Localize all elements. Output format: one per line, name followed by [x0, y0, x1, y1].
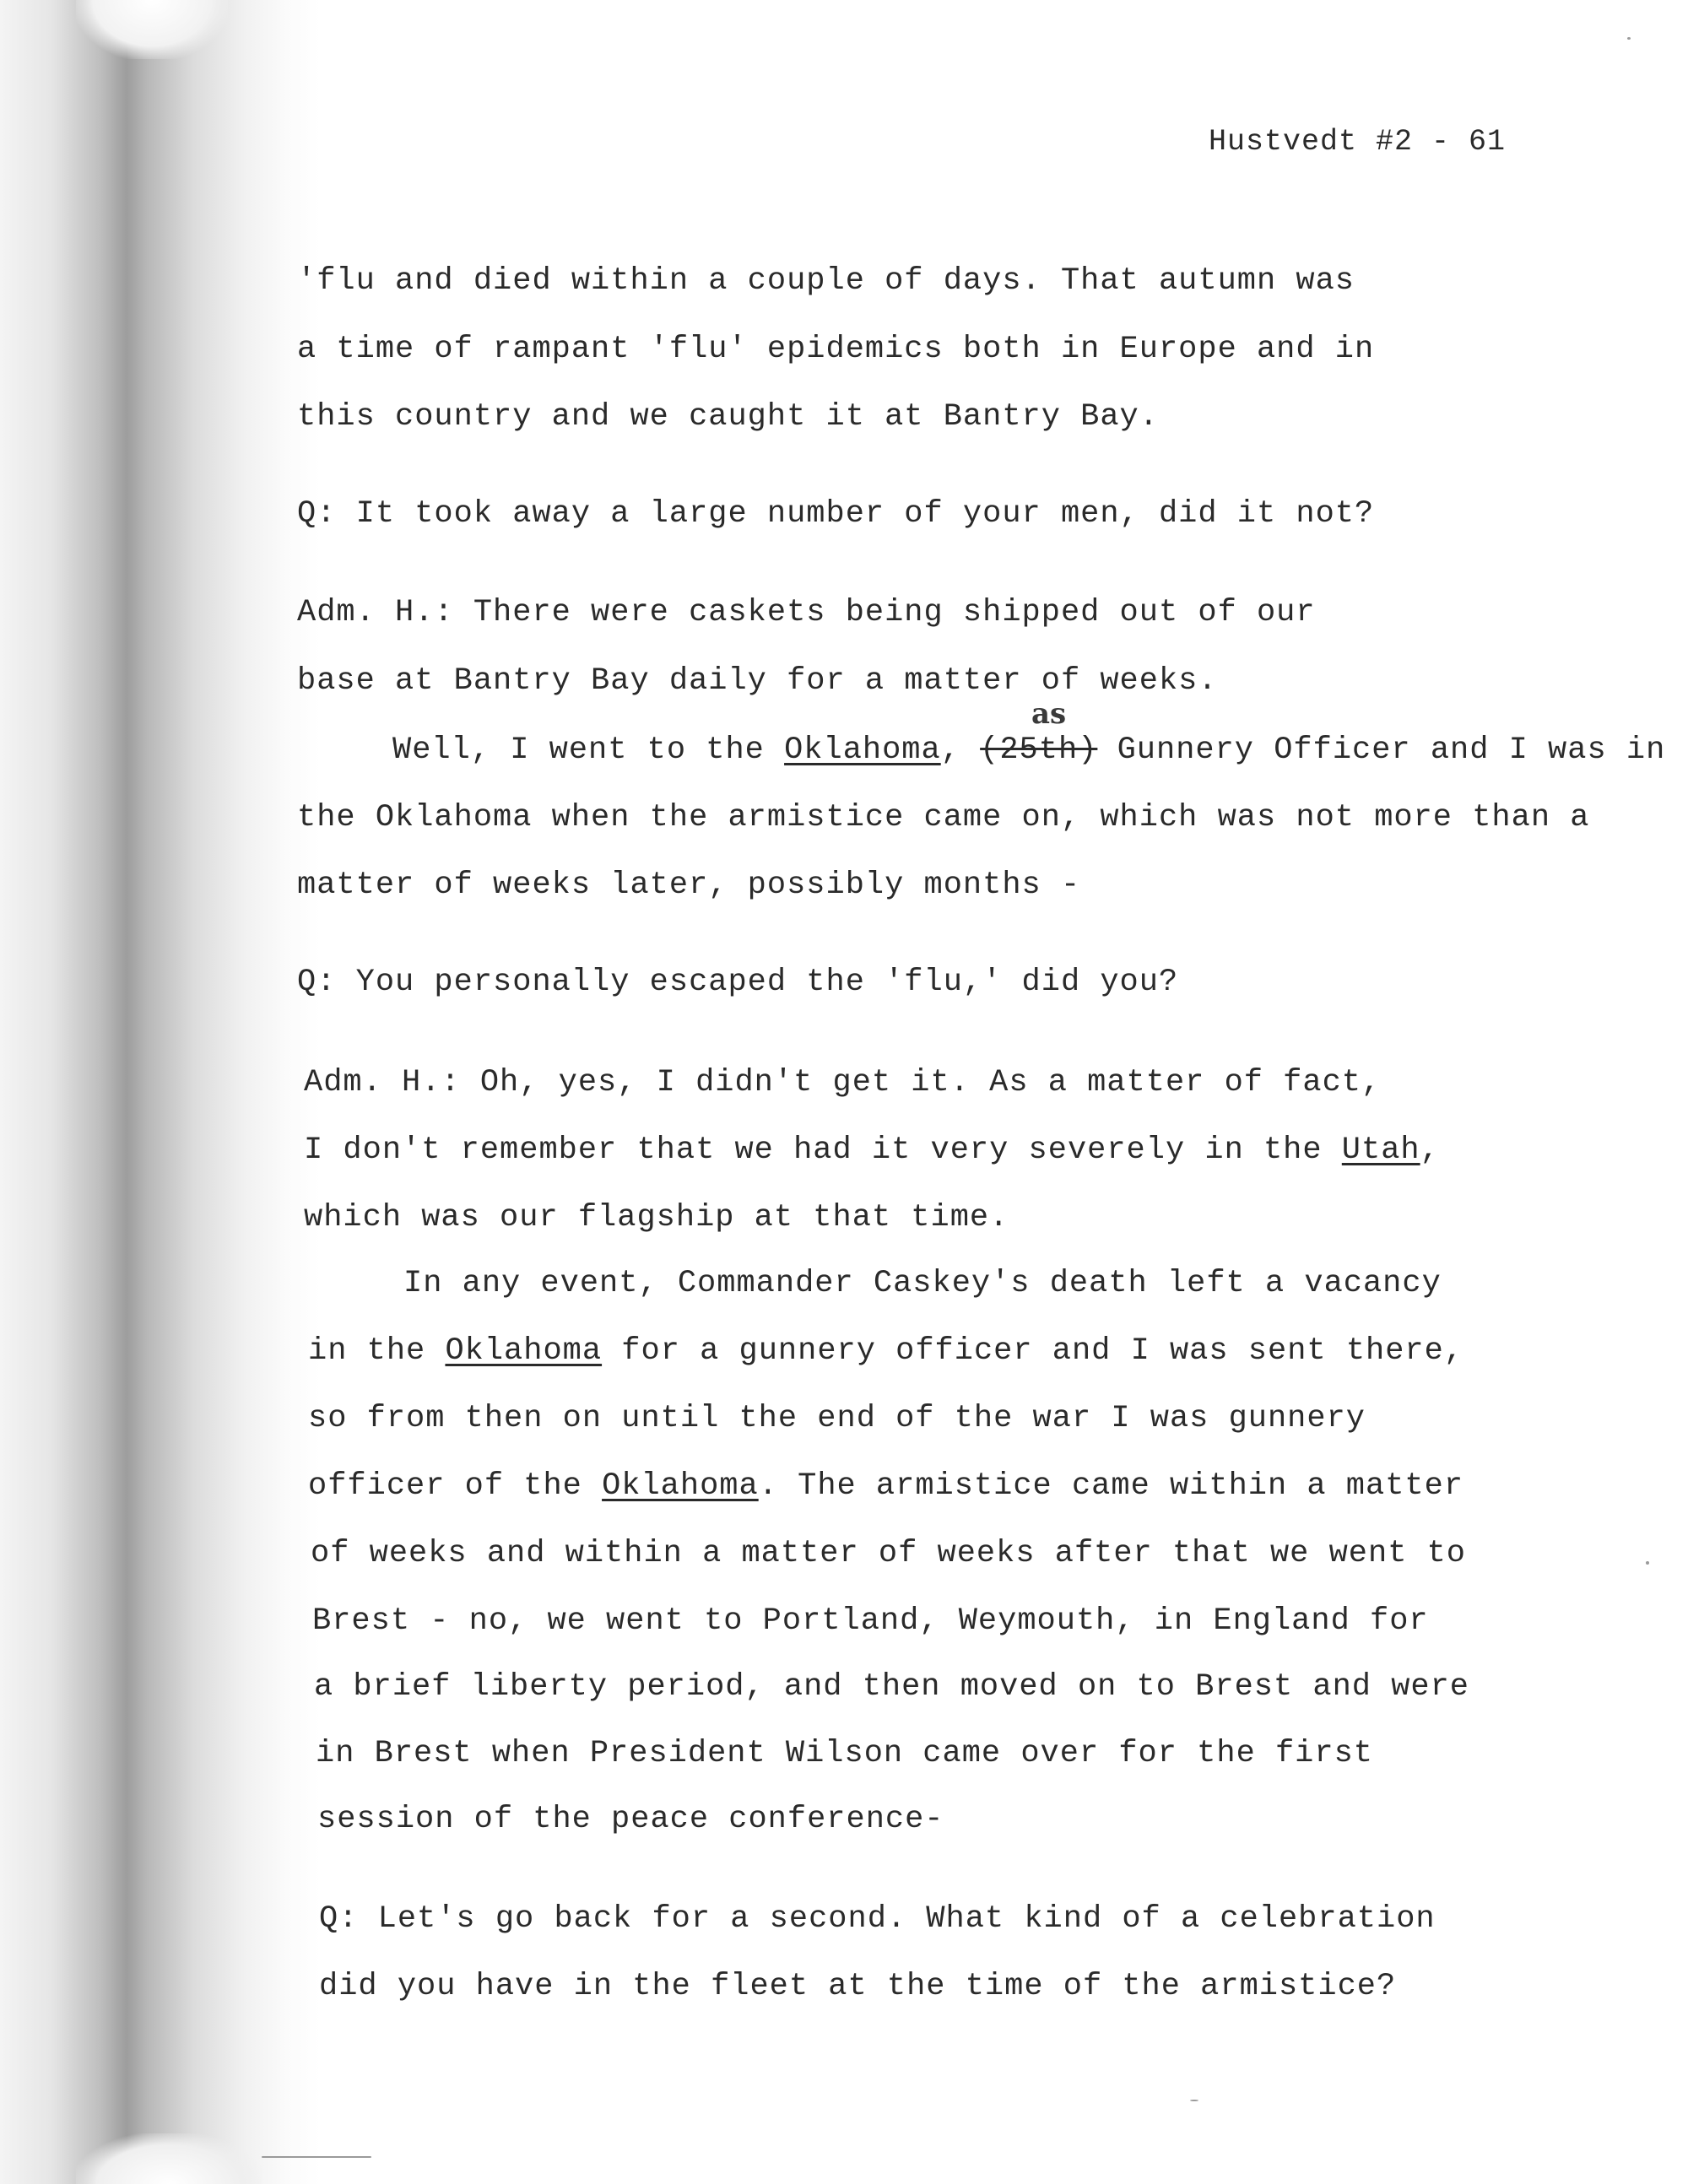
text-segment: Gunnery Officer and I was in [1097, 733, 1666, 768]
ship-name-oklahoma: Oklahoma [602, 1468, 759, 1504]
text-line-8: the Oklahoma when the armistice came on, which was not more than a [297, 800, 1590, 835]
text-line-21: in Brest when President Wilson came over for the first [316, 1736, 1373, 1771]
scan-speck [262, 2156, 371, 2158]
text-segment: , [1420, 1133, 1440, 1168]
text-line-7 [392, 733, 1665, 768]
question-line-2: Q: You personally escaped the 'flu,' did you? [297, 965, 1179, 1000]
text-line-12 [304, 1133, 1440, 1168]
text-line-1: 'flu and died within a couple of days. That autumn was [297, 263, 1355, 299]
text-segment: officer of the [308, 1468, 603, 1504]
text-line-19: Brest - no, we went to Portland, Weymouth, in England for [312, 1603, 1429, 1639]
text-segment: , [940, 733, 981, 768]
scan-speck [1627, 37, 1631, 40]
scan-speck [1646, 1561, 1649, 1565]
text-segment: for a gunnery officer and I was sent there, [602, 1333, 1464, 1369]
text-line-22: session of the peace conference- [317, 1802, 944, 1837]
binding-edge-bottom [76, 2133, 262, 2184]
text-line-2: a time of rampant 'flu' epidemics both in Europe and in [297, 332, 1375, 367]
text-line-13: which was our flagship at that time. [304, 1200, 1009, 1235]
question-line-1: Q: It took away a large number of your men, did it not? [297, 496, 1375, 532]
question-line-3: Q: Let's go back for a second. What kind of a celebration [319, 1901, 1436, 1937]
text-line-14: In any event, Commander Caskey's death left a vacancy [403, 1266, 1442, 1301]
text-line-3: this country and we caught it at Bantry Bay. [297, 399, 1159, 435]
text-line-20: a brief liberty period, and then moved on to Brest and were [314, 1669, 1470, 1705]
ship-name-oklahoma: Oklahoma [445, 1333, 603, 1369]
text-segment: Well, I went to the [392, 733, 785, 768]
text-line-18: of weeks and within a matter of weeks after that we went to [311, 1536, 1467, 1571]
struck-out-text: (25th) [980, 733, 1098, 768]
binding-edge-top [76, 0, 228, 59]
scan-speck [1190, 2100, 1198, 2101]
answer-line-1: Adm. H.: There were caskets being shipped out of our [297, 595, 1316, 630]
text-segment: . The armistice came within a matter [758, 1468, 1464, 1504]
text-segment: I don't remember that we had it very severely in the [304, 1133, 1342, 1168]
text-line-17 [308, 1468, 1463, 1504]
handwritten-insertion: as [1031, 697, 1067, 731]
binding-shadow [0, 0, 321, 2184]
answer-line-2: Adm. H.: Oh, yes, I didn't get it. As a matter of fact, [304, 1065, 1382, 1100]
text-line-15 [308, 1333, 1463, 1369]
text-line-9: matter of weeks later, possibly months - [297, 868, 1081, 903]
ship-name-oklahoma: Oklahoma [784, 733, 941, 768]
page-number-label: Hustvedt #2 - 61 [1209, 125, 1507, 159]
text-line-24: did you have in the fleet at the time of the armistice? [319, 1969, 1397, 2004]
text-line-16: so from then on until the end of the war I was gunnery [308, 1401, 1366, 1436]
ship-name-utah: Utah [1341, 1133, 1420, 1168]
text-line-6: base at Bantry Bay daily for a matter of weeks. [297, 663, 1218, 699]
text-segment: in the [308, 1333, 446, 1369]
